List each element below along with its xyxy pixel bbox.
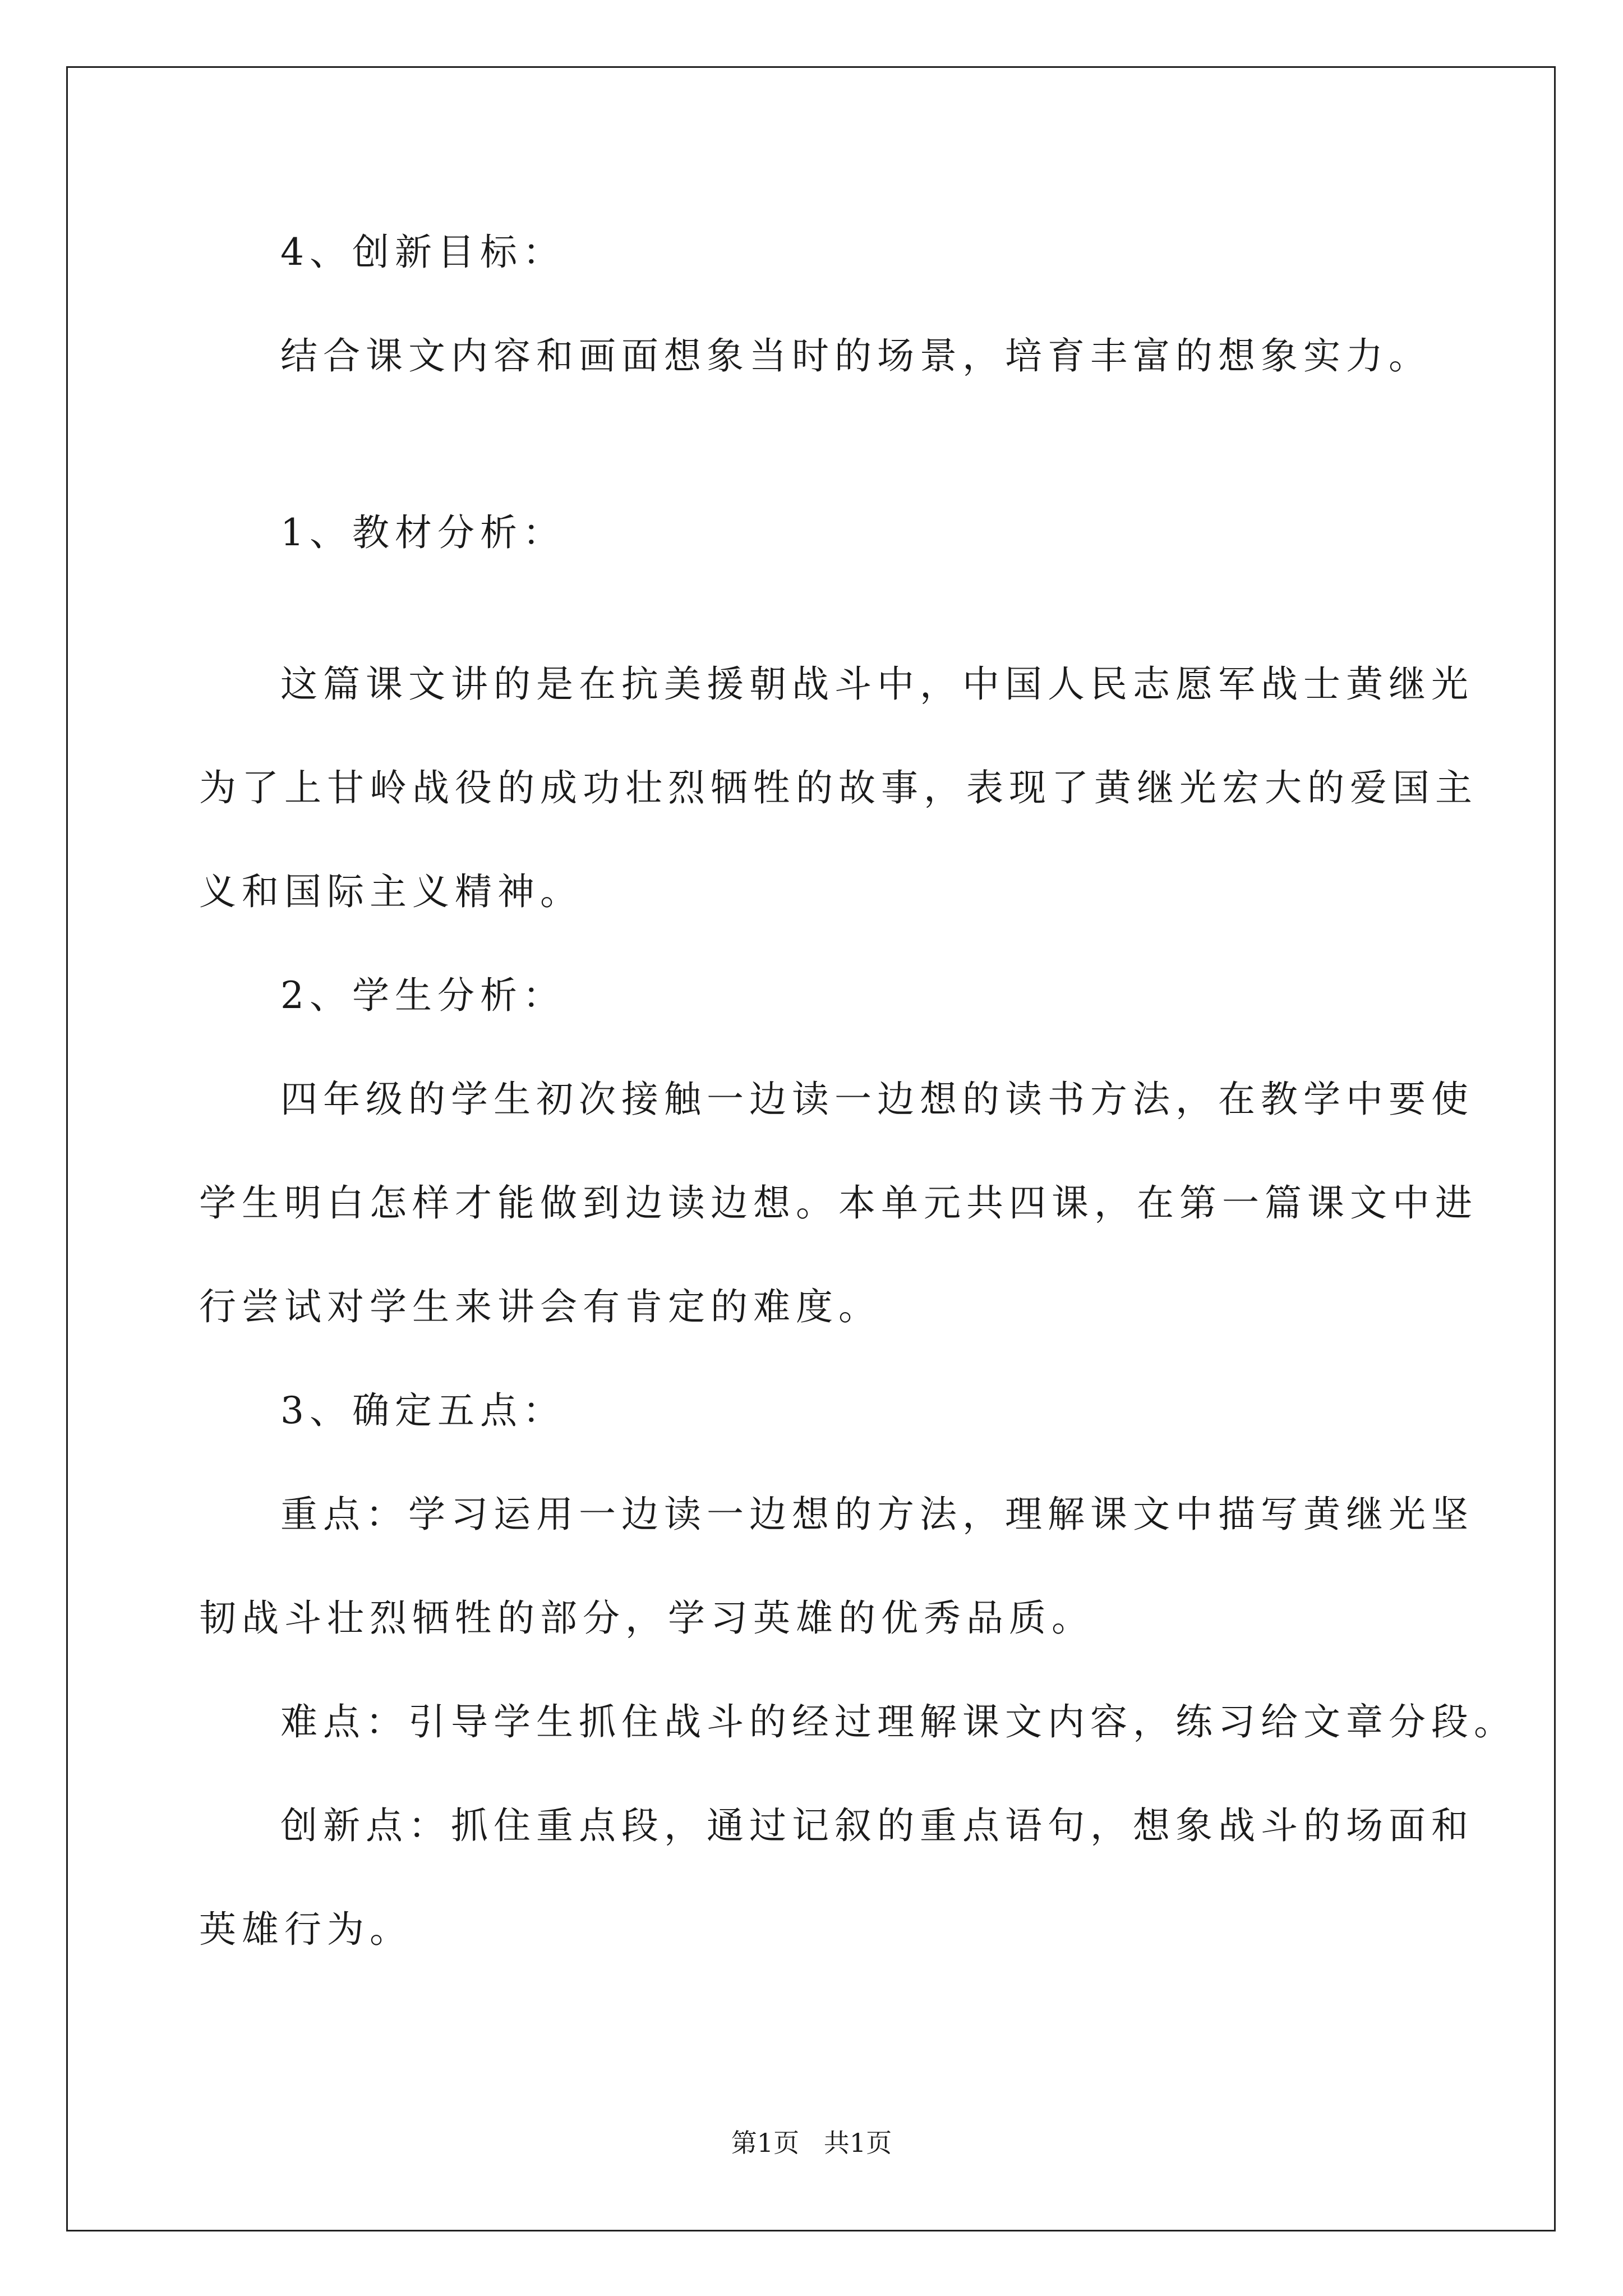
paragraph-key-point-line-2: 韧战斗壮烈牺牲的部分，学习英雄的优秀品质。 [199, 1596, 1094, 1640]
heading-textbook-analysis: 1、教材分析： [280, 511, 565, 554]
paragraph-textbook-line-1: 这篇课文讲的是在抗美援朝战斗中，中国人民志愿军战士黄继光 [280, 662, 1474, 706]
paragraph-innovation-goal: 结合课文内容和画面想象当时的场景，培育丰富的想象实力。 [280, 334, 1431, 378]
paragraph-student-line-2: 学生明白怎样才能做到边读边想。本单元共四课，在第一篇课文中进 [199, 1181, 1478, 1225]
paragraph-student-line-1: 四年级的学生初次接触一边读一边想的读书方法，在教学中要使 [280, 1078, 1474, 1121]
page-footer: 第1页 共1页 [731, 2128, 892, 2158]
paragraph-innovation-point-line-1: 创新点：抓住重点段，通过记叙的重点语句，想象战斗的场面和 [280, 1804, 1474, 1847]
paragraph-textbook-line-3: 义和国际主义精神。 [199, 870, 583, 913]
paragraph-difficulty: 难点：引导学生抓住战斗的经过理解课文内容，练习给文章分段。 [280, 1700, 1516, 1743]
page-border [66, 66, 1556, 2231]
heading-student-analysis: 2、学生分析： [280, 974, 565, 1017]
heading-five-points: 3、确定五点： [280, 1389, 565, 1432]
paragraph-key-point-line-1: 重点：学习运用一边读一边想的方法，理解课文中描写黄继光坚 [280, 1493, 1474, 1536]
paragraph-innovation-point-line-2: 英雄行为。 [199, 1908, 412, 1951]
paragraph-textbook-line-2: 为了上甘岭战役的成功壮烈牺牲的故事，表现了黄继光宏大的爱国主 [199, 766, 1478, 809]
paragraph-student-line-3: 行尝试对学生来讲会有肯定的难度。 [199, 1285, 881, 1328]
heading-innovation-goal: 4、创新目标： [280, 231, 565, 274]
